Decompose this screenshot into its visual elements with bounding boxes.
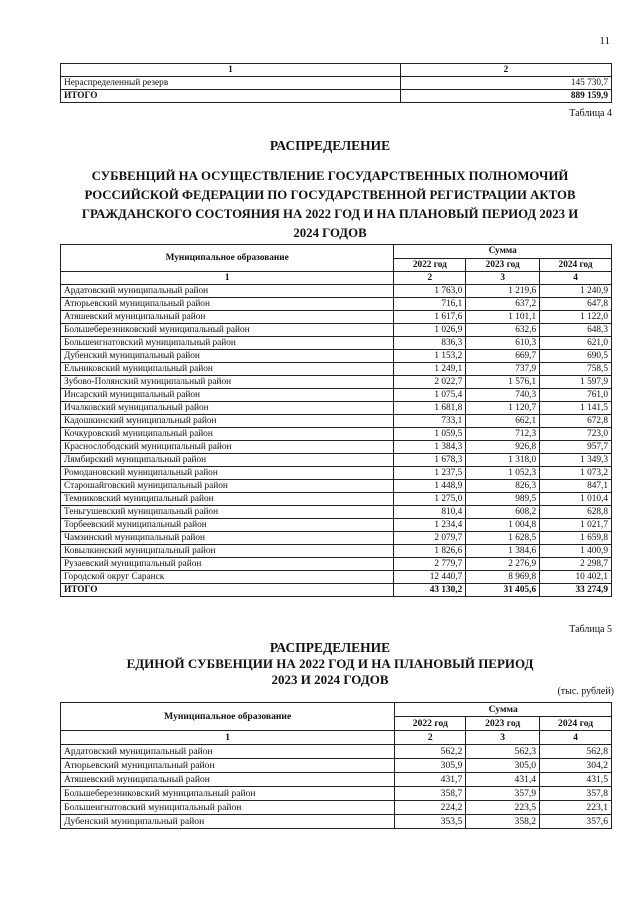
amount-cell: 737,9 xyxy=(466,363,540,376)
amount-cell: 1 075,4 xyxy=(394,389,466,402)
amount-cell: 358,2 xyxy=(466,815,540,829)
amount-cell: 358,7 xyxy=(395,787,466,801)
amount-cell: 1 073,2 xyxy=(540,467,612,480)
page-number: 11 xyxy=(599,35,610,47)
amount-cell: 223,1 xyxy=(540,801,612,815)
table4-col-number: 3 xyxy=(466,272,540,285)
municipality-cell: Большеберезниковский муниципальный район xyxy=(61,324,394,337)
amount-cell: 2 079,7 xyxy=(394,532,466,545)
amount-cell: 10 402,1 xyxy=(540,571,612,584)
amount-cell: 712,3 xyxy=(466,428,540,441)
table5-year-header: 2023 год xyxy=(466,717,540,731)
amount-cell: 562,8 xyxy=(540,745,612,759)
municipality-cell: Ичалковский муниципальный район xyxy=(61,402,394,415)
amount-cell: 669,7 xyxy=(466,350,540,363)
table4-year-header: 2024 год xyxy=(540,259,612,272)
table-row xyxy=(61,454,612,467)
table4-total-label: ИТОГО xyxy=(61,584,394,597)
amount-cell: 648,3 xyxy=(540,324,612,337)
table-row xyxy=(61,571,612,584)
amount-cell: 1 384,6 xyxy=(466,545,540,558)
table4-year-header: 2023 год xyxy=(466,259,540,272)
amount-cell: 690,5 xyxy=(540,350,612,363)
table-row xyxy=(61,376,612,389)
amount-cell: 826,3 xyxy=(466,480,540,493)
amount-cell: 2 022,7 xyxy=(394,376,466,389)
municipality-cell: Зубово-Полянский муниципальный район xyxy=(61,376,394,389)
table-row xyxy=(61,745,612,759)
amount-cell: 1 275,0 xyxy=(394,493,466,506)
municipality-cell: Теньгушевский муниципальный район xyxy=(61,506,394,519)
table4-total-2022: 43 130,2 xyxy=(394,584,466,597)
table-row xyxy=(61,558,612,571)
table5-col-number: 1 xyxy=(61,731,395,745)
amount-cell: 1 659,8 xyxy=(540,532,612,545)
amount-cell: 926,8 xyxy=(466,441,540,454)
table4-col-number: 4 xyxy=(540,272,612,285)
municipality-cell: Кадошкинский муниципальный район xyxy=(61,415,394,428)
amount-cell: 1 026,9 xyxy=(394,324,466,337)
table-row xyxy=(61,428,612,441)
amount-cell: 2 779,7 xyxy=(394,558,466,571)
amount-cell: 431,5 xyxy=(540,773,612,787)
table5-municipality-header: Муниципальное образование xyxy=(61,703,395,731)
table5-subtitle-line: ЕДИНОЙ СУБВЕНЦИИ НА 2022 ГОД И НА ПЛАНОВЫЙ ПЕРИОД xyxy=(126,656,534,671)
amount-cell: 353,5 xyxy=(395,815,466,829)
amount-cell: 1 059,5 xyxy=(394,428,466,441)
table4-sum-header: Сумма xyxy=(394,245,612,259)
table4-total-2023: 31 405,6 xyxy=(466,584,540,597)
table5-label: Таблица 5 xyxy=(569,624,612,635)
table4-subtitle-line: 2024 ГОДОВ xyxy=(293,226,367,240)
amount-cell: 1 349,3 xyxy=(540,454,612,467)
amount-cell: 847,1 xyxy=(540,480,612,493)
table-row xyxy=(61,787,612,801)
table4-municipality-header: Муниципальное образование xyxy=(61,245,394,272)
table5-subtitle-line: 2023 И 2024 ГОДОВ xyxy=(271,672,389,687)
table4-year-header: 2022 год xyxy=(394,259,466,272)
amount-cell: 1 448,9 xyxy=(394,480,466,493)
municipality-cell: Торбеевский муниципальный район xyxy=(61,519,394,532)
table-row xyxy=(61,493,612,506)
top-total-label: ИТОГО xyxy=(61,90,401,103)
amount-cell: 1 400,9 xyxy=(540,545,612,558)
top-col-2-header: 2 xyxy=(401,64,612,77)
amount-cell: 224,2 xyxy=(395,801,466,815)
amount-cell: 1 318,0 xyxy=(466,454,540,467)
top-row-value: 145 730,7 xyxy=(401,77,612,90)
amount-cell: 1 763,0 xyxy=(394,285,466,298)
municipality-cell: Инсарский муниципальный район xyxy=(61,389,394,402)
municipality-cell: Ковылкинский муниципальный район xyxy=(61,545,394,558)
table4-subtitle-line: РОССИЙСКОЙ ФЕДЕРАЦИИ ПО ГОСУДАРСТВЕННОЙ РЕГИСТРАЦИИ АКТОВ xyxy=(84,188,576,202)
table-row xyxy=(61,441,612,454)
amount-cell: 562,2 xyxy=(395,745,466,759)
municipality-cell: Дубенский муниципальный район xyxy=(61,350,394,363)
municipality-cell: Атяшевский муниципальный район xyxy=(61,311,394,324)
table-row xyxy=(61,480,612,493)
amount-cell: 740,3 xyxy=(466,389,540,402)
table-row xyxy=(61,773,612,787)
municipality-cell: Рузаевский муниципальный район xyxy=(61,558,394,571)
amount-cell: 662,1 xyxy=(466,415,540,428)
table5-col-number: 3 xyxy=(466,731,540,745)
table4 xyxy=(60,244,612,597)
amount-cell: 2 298,7 xyxy=(540,558,612,571)
table-row xyxy=(61,532,612,545)
table4-subtitle xyxy=(40,167,620,243)
amount-cell: 989,5 xyxy=(466,493,540,506)
amount-cell: 1 576,1 xyxy=(466,376,540,389)
amount-cell: 1 004,8 xyxy=(466,519,540,532)
table-row xyxy=(61,324,612,337)
table-row xyxy=(61,402,612,415)
amount-cell: 2 276,9 xyxy=(466,558,540,571)
municipality-cell: Кочкуровский муниципальный район xyxy=(61,428,394,441)
amount-cell: 610,3 xyxy=(466,337,540,350)
amount-cell: 1 240,9 xyxy=(540,285,612,298)
amount-cell: 305,0 xyxy=(466,759,540,773)
amount-cell: 1 237,5 xyxy=(394,467,466,480)
amount-cell: 761,0 xyxy=(540,389,612,402)
amount-cell: 8 969,8 xyxy=(466,571,540,584)
top-total-value: 889 159,9 xyxy=(401,90,612,103)
top-table xyxy=(60,63,612,103)
amount-cell: 1 052,3 xyxy=(466,467,540,480)
amount-cell: 1 021,7 xyxy=(540,519,612,532)
amount-cell: 562,3 xyxy=(466,745,540,759)
table-row xyxy=(61,519,612,532)
table5-year-header: 2022 год xyxy=(395,717,466,731)
municipality-cell: Большеберезниковский муниципальный район xyxy=(61,787,395,801)
amount-cell: 1 122,0 xyxy=(540,311,612,324)
municipality-cell: Краснослободский муниципальный район xyxy=(61,441,394,454)
amount-cell: 723,0 xyxy=(540,428,612,441)
table-row xyxy=(61,815,612,829)
table-row xyxy=(61,363,612,376)
table4-body xyxy=(61,285,612,584)
municipality-cell: Ардатовский муниципальный район xyxy=(61,285,394,298)
amount-cell: 1 678,3 xyxy=(394,454,466,467)
amount-cell: 431,4 xyxy=(466,773,540,787)
table-row xyxy=(61,285,612,298)
municipality-cell: Атюрьевский муниципальный район xyxy=(61,759,395,773)
amount-cell: 1 681,8 xyxy=(394,402,466,415)
table4-heading: РАСПРЕДЕЛЕНИЕ xyxy=(269,138,391,153)
table5-subtitle xyxy=(40,656,620,688)
amount-cell: 1 826,6 xyxy=(394,545,466,558)
table5-col-number: 4 xyxy=(540,731,612,745)
top-col-1-header: 1 xyxy=(61,64,401,77)
table4-col-number: 1 xyxy=(61,272,394,285)
municipality-cell: Ельниковский муниципальный район xyxy=(61,363,394,376)
amount-cell: 12 440,7 xyxy=(394,571,466,584)
amount-cell: 810,4 xyxy=(394,506,466,519)
amount-cell: 1 120,7 xyxy=(466,402,540,415)
table5-year-header: 2024 год xyxy=(540,717,612,731)
amount-cell: 957,7 xyxy=(540,441,612,454)
table4-subtitle-line: СУБВЕНЦИЙ НА ОСУЩЕСТВЛЕНИЕ ГОСУДАРСТВЕННЫХ ПОЛНОМОЧИЙ xyxy=(91,169,569,183)
table5-units: (тыс. рублей) xyxy=(557,686,614,697)
amount-cell: 632,6 xyxy=(466,324,540,337)
amount-cell: 647,8 xyxy=(540,298,612,311)
amount-cell: 1 141,5 xyxy=(540,402,612,415)
amount-cell: 733,1 xyxy=(394,415,466,428)
municipality-cell: Большеигнатовский муниципальный район xyxy=(61,801,395,815)
table-row xyxy=(61,506,612,519)
amount-cell: 1 249,1 xyxy=(394,363,466,376)
amount-cell: 1 617,6 xyxy=(394,311,466,324)
municipality-cell: Городской округ Саранск xyxy=(61,571,394,584)
amount-cell: 357,8 xyxy=(540,787,612,801)
table-row xyxy=(61,337,612,350)
municipality-cell: Большеигнатовский муниципальный район xyxy=(61,337,394,350)
table5-col-number: 2 xyxy=(395,731,466,745)
municipality-cell: Лямбирский муниципальный район xyxy=(61,454,394,467)
table4-total-2024: 33 274,9 xyxy=(540,584,612,597)
table-row xyxy=(61,298,612,311)
municipality-cell: Дубенский муниципальный район xyxy=(61,815,395,829)
top-row-name: Нераспределенный резерв xyxy=(61,77,401,90)
table-row xyxy=(61,350,612,363)
table4-subtitle-line: ГРАЖДАНСКОГО СОСТОЯНИЯ НА 2022 ГОД И НА ПЛАНОВЫЙ ПЕРИОД 2023 И xyxy=(81,207,579,221)
amount-cell: 357,6 xyxy=(540,815,612,829)
table5-sum-header: Сумма xyxy=(395,703,612,717)
amount-cell: 836,3 xyxy=(394,337,466,350)
amount-cell: 223,5 xyxy=(466,801,540,815)
amount-cell: 1 234,4 xyxy=(394,519,466,532)
amount-cell: 637,2 xyxy=(466,298,540,311)
amount-cell: 608,2 xyxy=(466,506,540,519)
amount-cell: 716,1 xyxy=(394,298,466,311)
municipality-cell: Атюрьевский муниципальный район xyxy=(61,298,394,311)
amount-cell: 621,0 xyxy=(540,337,612,350)
table-row xyxy=(61,389,612,402)
table5 xyxy=(60,702,612,829)
amount-cell: 1 153,2 xyxy=(394,350,466,363)
municipality-cell: Ромодановский муниципальный район xyxy=(61,467,394,480)
amount-cell: 431,7 xyxy=(395,773,466,787)
municipality-cell: Атяшевский муниципальный район xyxy=(61,773,395,787)
amount-cell: 305,9 xyxy=(395,759,466,773)
table5-body xyxy=(61,745,612,829)
amount-cell: 628,8 xyxy=(540,506,612,519)
amount-cell: 1 219,6 xyxy=(466,285,540,298)
municipality-cell: Чамзинский муниципальный район xyxy=(61,532,394,545)
table-row xyxy=(61,801,612,815)
amount-cell: 304,2 xyxy=(540,759,612,773)
table4-col-number: 2 xyxy=(394,272,466,285)
amount-cell: 1 628,5 xyxy=(466,532,540,545)
table-row xyxy=(61,759,612,773)
table4-label: Таблица 4 xyxy=(569,108,612,119)
table-row xyxy=(61,415,612,428)
municipality-cell: Ардатовский муниципальный район xyxy=(61,745,395,759)
amount-cell: 1 010,4 xyxy=(540,493,612,506)
municipality-cell: Темниковский муниципальный район xyxy=(61,493,394,506)
table5-heading: РАСПРЕДЕЛЕНИЕ xyxy=(269,640,391,655)
amount-cell: 1 101,1 xyxy=(466,311,540,324)
amount-cell: 1 384,3 xyxy=(394,441,466,454)
amount-cell: 672,8 xyxy=(540,415,612,428)
table-row xyxy=(61,545,612,558)
amount-cell: 758,5 xyxy=(540,363,612,376)
municipality-cell: Старошайговский муниципальный район xyxy=(61,480,394,493)
table-row xyxy=(61,311,612,324)
amount-cell: 357,9 xyxy=(466,787,540,801)
table-row xyxy=(61,467,612,480)
amount-cell: 1 597,9 xyxy=(540,376,612,389)
